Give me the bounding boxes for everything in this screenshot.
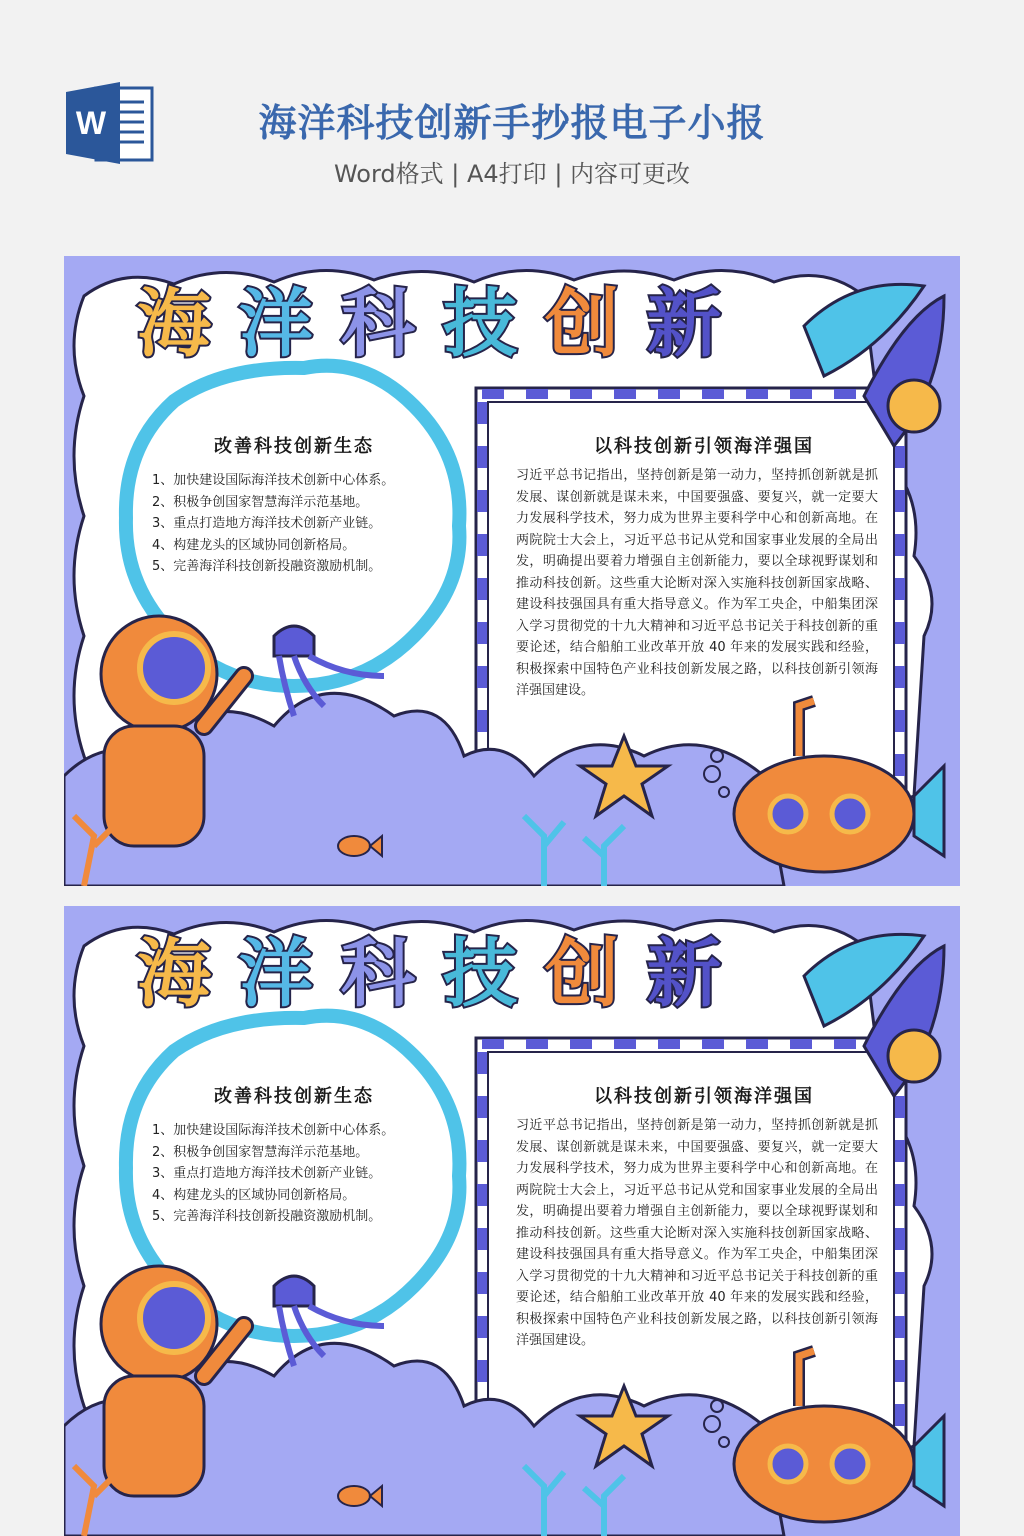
- poster-preview-1: [64, 256, 960, 886]
- poster-title-char: 新: [647, 931, 721, 1017]
- poster-title-char: 洋: [239, 931, 313, 1017]
- poster-title-char: 海: [137, 931, 211, 1017]
- right-section-title: 以科技创新引领海洋强国: [594, 1086, 814, 1107]
- left-section-list: [152, 1120, 452, 1228]
- poster-title-char: 海: [137, 281, 211, 367]
- list-item: 1、加快建设国际海洋技术创新中心体系。: [152, 473, 395, 488]
- poster-title: [128, 924, 730, 1024]
- poster-title-char: 洋: [239, 281, 313, 367]
- header: [0, 0, 1024, 250]
- poster-title-char: 技: [443, 931, 517, 1017]
- list-item: 5、完善海洋科技创新投融资激励机制。: [152, 1209, 382, 1224]
- left-section-title: 改善科技创新生态: [214, 436, 374, 457]
- poster-title-char: 技: [443, 281, 517, 367]
- list-item: 2、积极争创国家智慧海洋示范基地。: [152, 494, 369, 510]
- poster-title-char: 创: [545, 931, 619, 1017]
- page-subtitle: Word格式 | A4打印 | 内容可更改: [333, 160, 691, 188]
- list-item: 1、加快建设国际海洋技术创新中心体系。: [152, 1123, 395, 1138]
- right-section-title: 以科技创新引领海洋强国: [594, 436, 814, 457]
- list-item: 2、积极争创国家智慧海洋示范基地。: [152, 1144, 369, 1160]
- poster-title: [128, 274, 730, 374]
- list-item: 4、构建龙头的区域协同创新格局。: [152, 537, 356, 553]
- poster-title-char: 科: [341, 931, 415, 1017]
- list-item: 4、构建龙头的区域协同创新格局。: [152, 1187, 356, 1203]
- poster-title-char: 新: [647, 281, 721, 367]
- list-item: 3、重点打造地方海洋技术创新产业链。: [152, 516, 382, 531]
- left-section-title: 改善科技创新生态: [214, 1086, 374, 1107]
- poster-title-char: 创: [545, 281, 619, 367]
- left-section-list: [152, 470, 452, 578]
- svg-text:W: W: [75, 105, 107, 141]
- poster-title-char: 科: [341, 281, 415, 367]
- list-item: 3、重点打造地方海洋技术创新产业链。: [152, 1166, 382, 1181]
- page-title: 海洋科技创新手抄报电子小报: [258, 101, 766, 145]
- right-section-body: 习近平总书记指出，坚持创新是第一动力，坚持抓创新就是抓发展、谋创新就是谋未来，中国要强盛、要复兴，就一定要大力发展科学技术，努力成为世界主要科学中心和创新高地。在两院院士大会上，习近平总书记从党和国家事业发展的全局出发，明确提出要着力增强自主创新能力，要以全球视野谋划和推动科技创新。这些重大论断对深入实施科技创新国家战略、建设科技强国具有重大指导意义。作为军工央企，中船集团深入学习贯彻党的十九大精神和习近平总书记关于科技创新的重要论述，结合船舶工业改革开放 40 年来的发展实践和经验，积极探索中国特色产业科技创新发展之路，以科技创新引领海洋强国建设。: [516, 468, 878, 698]
- right-section-body: 习近平总书记指出，坚持创新是第一动力，坚持抓创新就是抓发展、谋创新就是谋未来，中国要强盛、要复兴，就一定要大力发展科学技术，努力成为世界主要科学中心和创新高地。在两院院士大会上，习近平总书记从党和国家事业发展的全局出发，明确提出要着力增强自主创新能力，要以全球视野谋划和推动科技创新。这些重大论断对深入实施科技创新国家战略、建设科技强国具有重大指导意义。作为军工央企，中船集团深入学习贯彻党的十九大精神和习近平总书记关于科技创新的重要论述，结合船舶工业改革开放 40 年来的发展实践和经验，积极探索中国特色产业科技创新发展之路，以科技创新引领海洋强国建设。: [516, 1118, 878, 1348]
- poster-preview-2: [64, 906, 960, 1536]
- list-item: 5、完善海洋科技创新投融资激励机制。: [152, 559, 382, 574]
